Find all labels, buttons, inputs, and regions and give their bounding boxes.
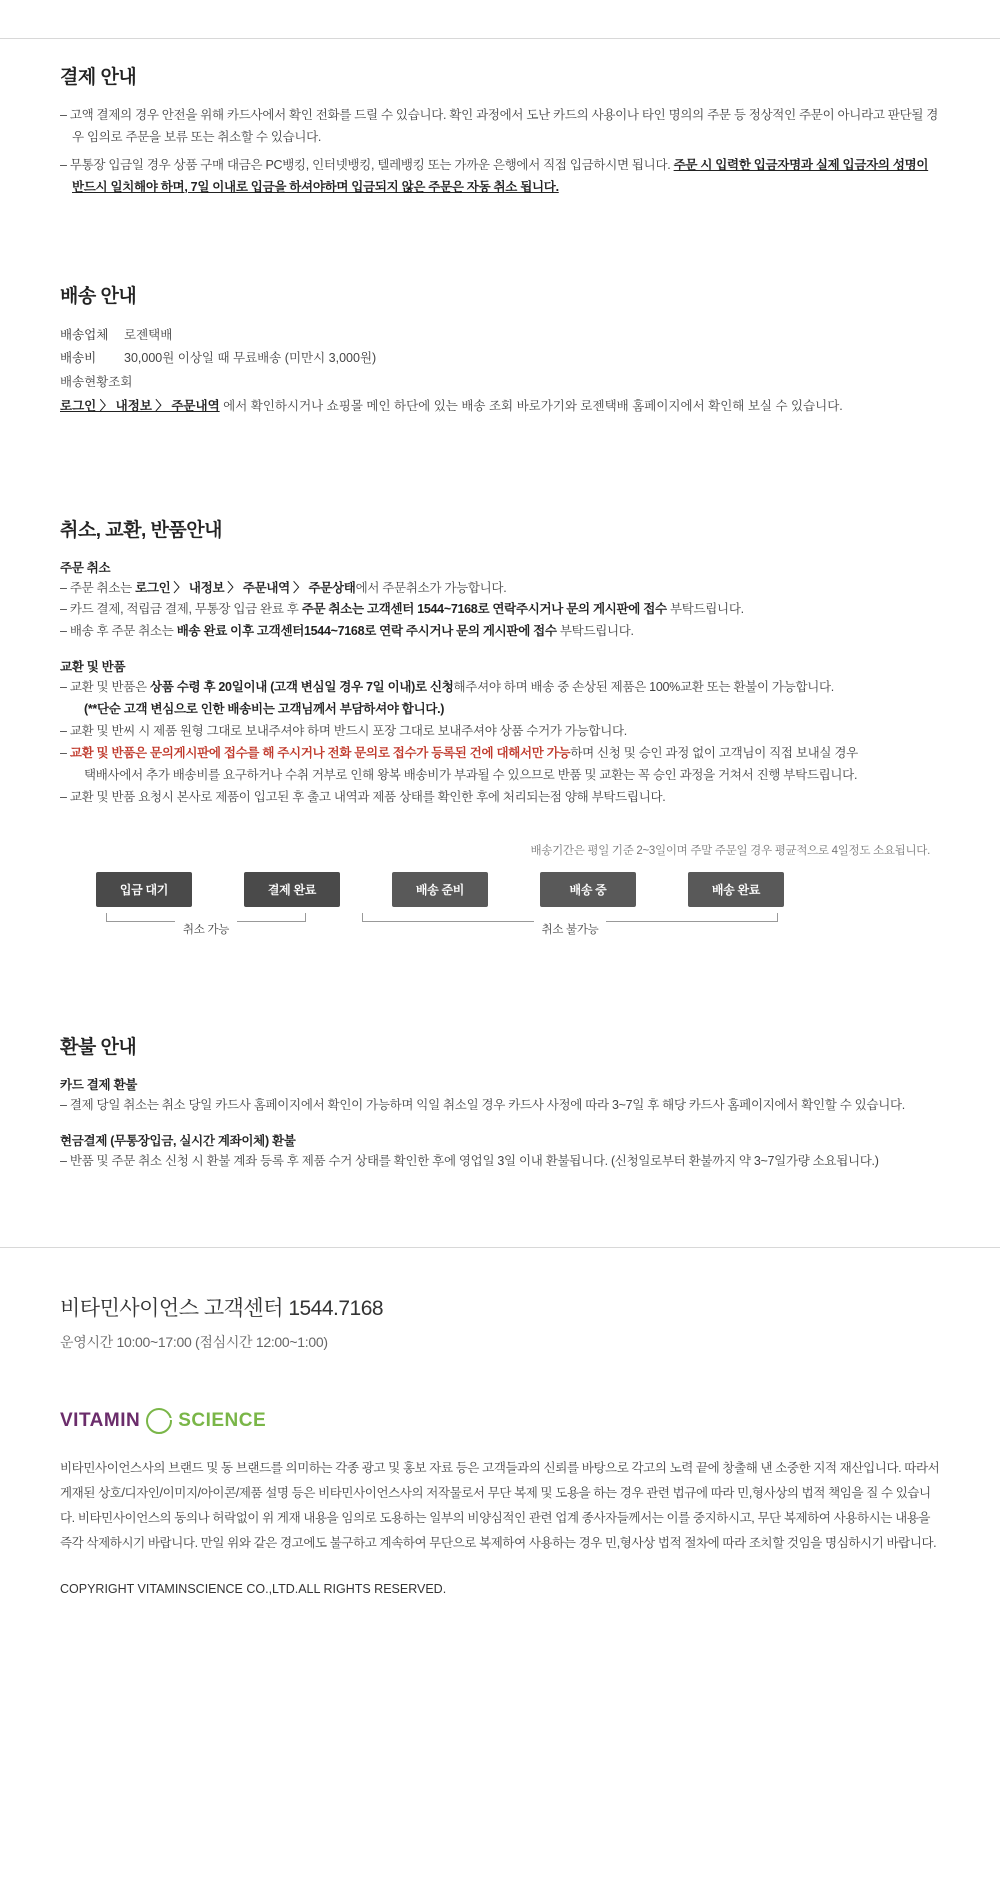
- order-cancel-item-1-pre: 주문 취소는: [69, 580, 136, 595]
- top-divider: [0, 38, 1000, 39]
- exchange-item-1-bold: 상품 수령 후 20일이내 (고객 변심일 경우 7일 이내)로 신청: [150, 680, 454, 695]
- legal-notice: 비타민사이언스사의 브랜드 및 동 브랜드를 의미하는 각종 광고 및 홍보 자료 등은 고객들과의 신뢰를 바탕으로 각고의 노력 끝에 창출해 낸 소중한 지적 재산입니다. 따라서 게재된 상호/디자인/이미지/아이콘/제품 설명 등은 비타민사이언스사의 저작물로서 무단 복제 및 도용을 하는 경우 관련 법규에 따라 민,형사상의 법적 책임을 질 수 있습니다. 비타민사이언스의 동의나 허락없이 위 게재 내용을 임의로 도용하는 일부의 비양심적인 관련 업계 종사자들께서는 이를 중지하시고, 무단 복제하여 사용하시는 내용을 즉각 삭제하시기 바랍니다. 만일 위와 같은 경고에도 불구하고 계속하여 무단으로 복제하여 사용하는 경우 민,형사상 법적 절차에 따라 조치할 것임을 명심하시기 바랍니다.: [60, 1461, 940, 1551]
- refund-cash-head: 현금결제 (무통장입금, 실시간 계좌이체) 환불: [60, 1134, 296, 1149]
- order-cancel-item-1-bold: 로그인 〉 내정보 〉 주문내역 〉 주문상태: [135, 580, 356, 595]
- flow-brace-cancelable: [96, 911, 316, 937]
- exchange-item-6: – 교환 및 반품 요청시 본사로 제품이 입고된 후 출고 내역과 제품 상태를 확인한 후에 처리되는점 양해 부탁드립니다.: [60, 789, 666, 804]
- order-cancel-item-2-post: 부탁드립니다.: [666, 602, 744, 617]
- order-cancel-item-3-post: 부탁드립니다.: [556, 624, 634, 639]
- cancel-title: 취소, 교환, 반품안내: [60, 519, 222, 541]
- delivery-fee-value: 30,000원 이상일 때 무료배송 (미만시 3,000원): [124, 351, 377, 366]
- payment-item-2-text: 무통장 입금일 경우 상품 구매 대금은 PC뱅킹, 인터넷뱅킹, 텔레뱅킹 또는 가까운 은행에서 직접 입금하시면 됩니다.: [69, 157, 671, 172]
- exchange-item-1-post: 해주셔야 하며 배송 중 손상된 제품은 100%교환 또는 환불이 가능합니다.: [453, 680, 834, 695]
- delivery-status-link[interactable]: 로그인 〉 내정보 〉 주문내역: [60, 398, 220, 413]
- order-cancel-item-1: – 주문 취소는 로그인 〉 내정보 〉 주문내역 〉 주문상태에서 주문취소가 가능합니다.: [60, 580, 507, 595]
- delivery-status-text: 에서 확인하시거나 쇼핑몰 메인 하단에 있는 배송 조회 바로가기와 로젠택배 홈페이지에서 확인해 보실 수 있습니다.: [223, 398, 843, 413]
- order-cancel-item-3: – 배송 후 주문 취소는 배송 완료 이후 고객센터1544~7168로 연락 주시거나 문의 게시판에 접수 부탁드립니다.: [60, 624, 634, 639]
- refund-card-text: – 결제 당일 취소는 취소 당일 카드사 홈페이지에서 확인이 가능하며 익일 취소일 경우 카드사 사정에 따라 3~7일 후 해당 카드사 홈페이지에서 확인할 수 있습니다.: [60, 1098, 905, 1113]
- exchange-item-4: – 교환 및 반품은 문의게시판에 접수를 해 주시거나 전화 문의로 접수가 등록된 건에 대해서만 가능하며 신청 및 승인 과정 없이 고객님이 직접 보내실 경우: [60, 745, 858, 760]
- exchange-item-5-text: 택배사에서 추가 배송비를 요구하거나 수취 거부로 인해 왕복 배송비가 부과될 수 있으므로 반품 및 교환는 꼭 승인 과정을 거쳐서 진행 부탁드립니다.: [84, 767, 858, 782]
- flow-step-payment-complete: 결제 완료: [244, 872, 340, 907]
- refund-cash-text-value: 반품 및 주문 취소 신청 시 환불 계좌 등록 후 제품 수거 상태를 확인한 후에 영업일 3일 이내 환불됩니다. (신청일로부터 환불까지 약 3~7일가량 소요됩니다.): [69, 1154, 879, 1169]
- exchange-item-3-text: 교환 및 반씨 시 제품 원형 그대로 보내주셔야 하며 반드시 포장 그대로 보내주셔야 상품 수거가 가능합니다.: [69, 723, 627, 738]
- delivery-title: 배송 안내: [60, 285, 137, 307]
- exchange-item-4-red: 교환 및 반품은 문의게시판에 접수를 해 주시거나 전화 문의로 접수가 등록된 건에 대해서만 가능: [69, 745, 571, 760]
- exchange-item-2: [60, 699, 940, 721]
- delivery-row-company: [60, 324, 940, 348]
- delivery-company-value: 로젠택배: [124, 327, 173, 342]
- flow-step-deposit-waiting: 입금 대기: [96, 872, 192, 907]
- logo-science-text: SCIENCE: [178, 1410, 267, 1432]
- order-cancel-item-2-pre: 카드 결제, 적립금 결제, 무통장 입금 완료 후: [69, 602, 302, 617]
- logo-vitamin-text: VITAMIN: [60, 1410, 141, 1432]
- flow-step-shipping: 배송 중: [540, 872, 636, 907]
- delivery-company-key: 배송업체: [60, 327, 109, 342]
- flow-label-cancelable: 취소 가능: [175, 921, 237, 937]
- refund-title: 환불 안내: [60, 1037, 137, 1059]
- exchange-head: 교환 및 반품: [60, 660, 126, 675]
- exchange-item-1-pre: 교환 및 반품은: [69, 680, 150, 695]
- order-cancel-head: 주문 취소: [60, 560, 111, 575]
- delivery-fee-key: 배송비: [60, 351, 97, 366]
- order-cancel-item-3-bold: 배송 완료 이후 고객센터1544~7168로 연락 주시거나 문의 게시판에 접수: [176, 624, 557, 639]
- order-cancel-item-1-post: 에서 주문취소가 가능합니다.: [355, 580, 507, 595]
- section-cancel-exchange-return: [60, 419, 940, 963]
- section-payment: [60, 0, 940, 199]
- brand-logo: [60, 1408, 940, 1434]
- footer: [0, 1248, 1000, 1666]
- customer-center-hours: 운영시간 10:00~17:00 (점심시간 12:00~1:00): [60, 1334, 328, 1351]
- exchange-item-5: [60, 765, 940, 787]
- payment-item-2: – 무통장 입금일 경우 상품 구매 대금은 PC뱅킹, 인터넷뱅킹, 텔레뱅킹 또는 가까운 은행에서 직접 입금하시면 됩니다. 주문 시 입력한 입금자명과 실제 입금자의 성명이 반드시 일치해야 하며, 7일 이내로 입금을 하셔야하며 입금되지 않은 주문은 자동 취소 됩니다.: [60, 157, 929, 194]
- refund-card-text-value: 결제 당일 취소는 취소 당일 카드사 홈페이지에서 확인이 가능하며 익일 취소일 경우 카드사 사정에 따라 3~7일 후 해당 카드사 홈페이지에서 확인할 수 있습니다.: [69, 1098, 905, 1113]
- delivery-status-line: [60, 395, 940, 419]
- payment-item-1: – 고액 결제의 경우 안전을 위해 카드사에서 확인 전화를 드릴 수 있습니다. 확인 과정에서 도난 카드의 사용이나 타인 명의의 주문 등 정상적인 주문이 아니라고 판단될 경우 임의로 주문을 보류 또는 취소할 수 있습니다.: [60, 108, 939, 144]
- flow-steps-row: [60, 872, 940, 907]
- exchange-item-6-text: 교환 및 반품 요청시 본사로 제품이 입고된 후 출고 내역과 제품 상태를 확인한 후에 처리되는점 양해 부탁드립니다.: [69, 789, 666, 804]
- exchange-item-2-bold: (**단순 고객 변심으로 인한 배송비는 고객님께서 부담하셔야 합니다.): [84, 702, 445, 716]
- exchange-item-1: – 교환 및 반품은 상품 수령 후 20일이내 (고객 변심일 경우 7일 이내)로 신청해주셔야 하며 배송 중 손상된 제품은 100%교환 또는 환불이 가능합니다.: [60, 680, 834, 695]
- payment-title: 결제 안내: [60, 67, 137, 88]
- order-cancel-item-3-pre: 배송 후 주문 취소는: [69, 624, 177, 639]
- flow-step-delivered: 배송 완료: [688, 872, 784, 907]
- delivery-row-fee: [60, 347, 940, 371]
- refund-card-head: 카드 결제 환불: [60, 1078, 137, 1093]
- flow-step-preparing: 배송 준비: [392, 872, 488, 907]
- order-flow-diagram: [60, 842, 940, 962]
- delivery-status-label: 배송현황조회: [60, 375, 133, 389]
- flow-note: 배송기간은 평일 기준 2~3일이며 주말 주문일 경우 평균적으로 4일정도 소요됩니다.: [530, 845, 930, 858]
- order-cancel-item-2: – 카드 결제, 적립금 결제, 무통장 입금 완료 후 주문 취소는 고객센터 1544~7168로 연락주시거나 문의 게시판에 접수 부탁드립니다.: [60, 602, 744, 617]
- customer-center-title: 비타민사이언스 고객센터 1544.7168: [60, 1297, 384, 1321]
- order-cancel-item-2-bold: 주문 취소는 고객센터 1544~7168로 연락주시거나 문의 게시판에 접수: [301, 602, 667, 617]
- leaf-circle-icon: [146, 1408, 172, 1434]
- flow-braces-row: [60, 911, 940, 937]
- section-refund: [60, 962, 940, 1173]
- copyright-text: COPYRIGHT VITAMINSCIENCE CO.,LTD.ALL RIGHTS RESERVED.: [60, 1582, 447, 1597]
- flow-brace-not-cancelable: [352, 911, 788, 937]
- payment-item-1-text: 고액 결제의 경우 안전을 위해 카드사에서 확인 전화를 드릴 수 있습니다. 확인 과정에서 도난 카드의 사용이나 타인 명의의 주문 등 정상적인 주문이 아니라고 판단될 경우 임의로 주문을 보류 또는 취소할 수 있습니다.: [69, 108, 939, 144]
- flow-label-not-cancelable: 취소 불가능: [534, 921, 607, 937]
- refund-cash-text: – 반품 및 주문 취소 신청 시 환불 계좌 등록 후 제품 수거 상태를 확인한 후에 영업일 3일 이내 환불됩니다. (신청일로부터 환불까지 약 3~7일가량 소요됩니다.): [60, 1154, 879, 1169]
- exchange-item-3: – 교환 및 반씨 시 제품 원형 그대로 보내주셔야 하며 반드시 포장 그대로 보내주셔야 상품 수거가 가능합니다.: [60, 723, 627, 738]
- exchange-item-4-post: 하며 신청 및 승인 과정 없이 고객님이 직접 보내실 경우: [570, 745, 858, 760]
- payment-emphasis: 주문 시 입력한 입금자명과 실제 입금자의 성명이 반드시 일치해야 하며, 7일 이내로 입금을 하셔야하며 입금되지 않은 주문은 자동 취소 됩니다.: [72, 157, 929, 194]
- section-delivery: [60, 199, 940, 419]
